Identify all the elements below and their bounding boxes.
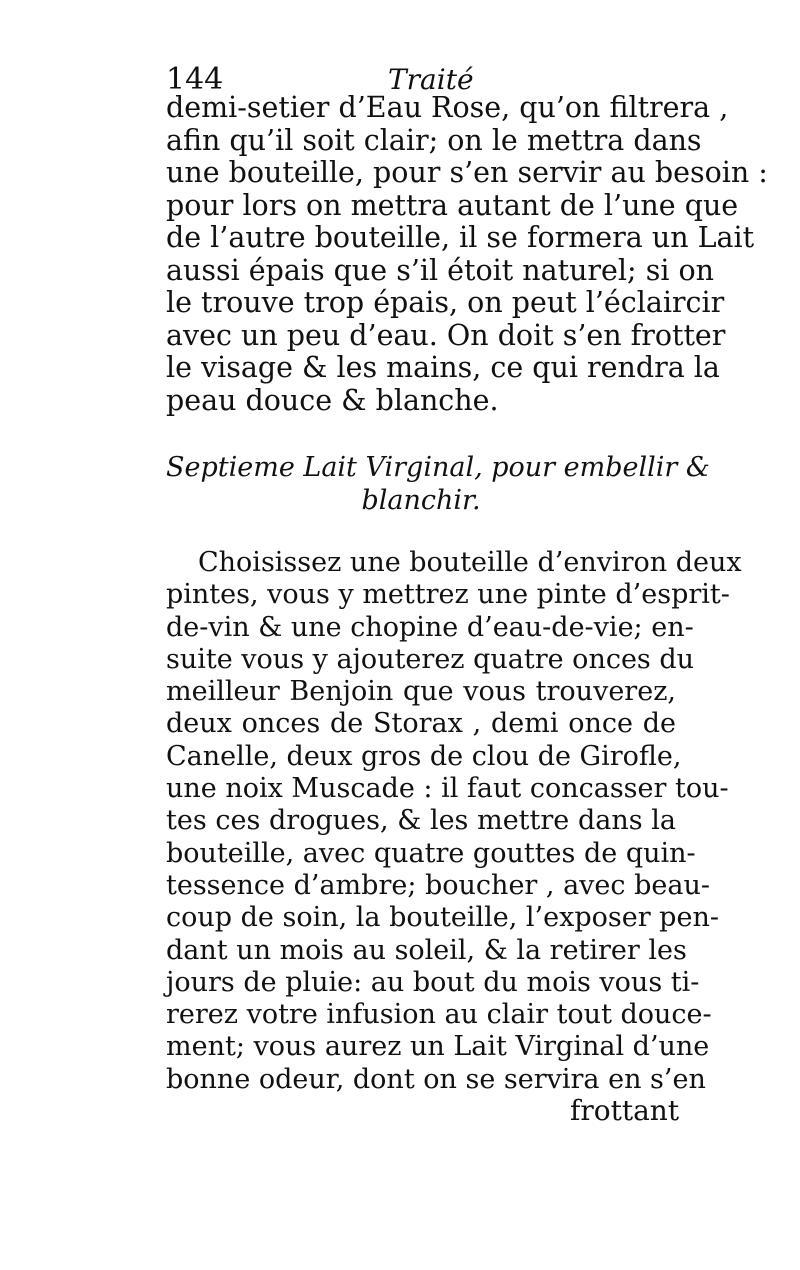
text-line: jours de pluie: au bout du mois vous ti- — [166, 966, 700, 998]
text-line: pour lors on mettra autant de l’une que — [166, 188, 739, 222]
section-heading — [166, 451, 710, 517]
text-line: afin qu’il soit clair; on le mettra dans — [166, 123, 702, 157]
text-line: de-vin & une chopine d’eau-de-vie; en- — [166, 611, 694, 643]
text-line: le trouve trop épais, on peut l’éclaircir — [166, 286, 725, 319]
text-line: aussi épais que s’il étoit naturel; si on — [166, 253, 715, 287]
text-line: tessence d’ambre; boucher , avec beau- — [166, 869, 710, 901]
heading-line: Septieme Lait Virginal, pour embellir & — [166, 452, 710, 483]
text-line: une noix Muscade : il faut concasser tou- — [166, 773, 729, 805]
text-line: rerez votre infusion au clair tout douce- — [166, 999, 712, 1031]
text-line: suite vous y ajouterez quatre onces du — [166, 643, 695, 675]
text-line: peau douce & blanche. — [166, 383, 499, 417]
running-title: Traité — [388, 63, 474, 96]
text-line: ment; vous aurez un Lait Virginal d’une — [166, 1031, 710, 1063]
catchword: frottant — [570, 1094, 680, 1127]
text-line: de l’autre bouteille, il se formera un Lait — [166, 221, 755, 254]
text-line: coup de soin, la bouteille, l’exposer pen- — [166, 902, 719, 934]
paragraph-1 — [166, 91, 768, 417]
text-line: le visage & les mains, ce qui rendra la — [166, 351, 720, 384]
text-line: Choisissez une bouteille d’environ deux — [198, 547, 742, 578]
text-line: Canelle, deux gros de clou de Girofle, — [166, 740, 682, 772]
text-line: meilleur Benjoin que vous trouverez, — [166, 676, 676, 708]
text-line: bonne odeur, dont on se servira en s’en — [166, 1063, 706, 1095]
text-line: deux onces de Storax , demi once de — [166, 708, 676, 740]
text-line: bouteille, avec quatre gouttes de quin- — [166, 837, 696, 869]
text-line: demi-setier d’Eau Rose, qu’on filtrera , — [166, 91, 729, 124]
text-line: pintes, vous y mettrez une pinte d’esprit- — [166, 579, 730, 611]
heading-line: blanchir. — [361, 485, 481, 516]
text-line: dant un mois au soleil, & la retirer les — [166, 934, 687, 966]
text-line: avec un peu d’eau. On doit s’en frotter — [166, 318, 726, 352]
page-number: 144 — [166, 62, 224, 97]
text-line: une bouteille, pour s’en servir au besoin : — [166, 156, 768, 189]
paragraph-2 — [166, 547, 742, 1096]
text-line: tes ces drogues, & les mettre dans la — [166, 805, 676, 837]
